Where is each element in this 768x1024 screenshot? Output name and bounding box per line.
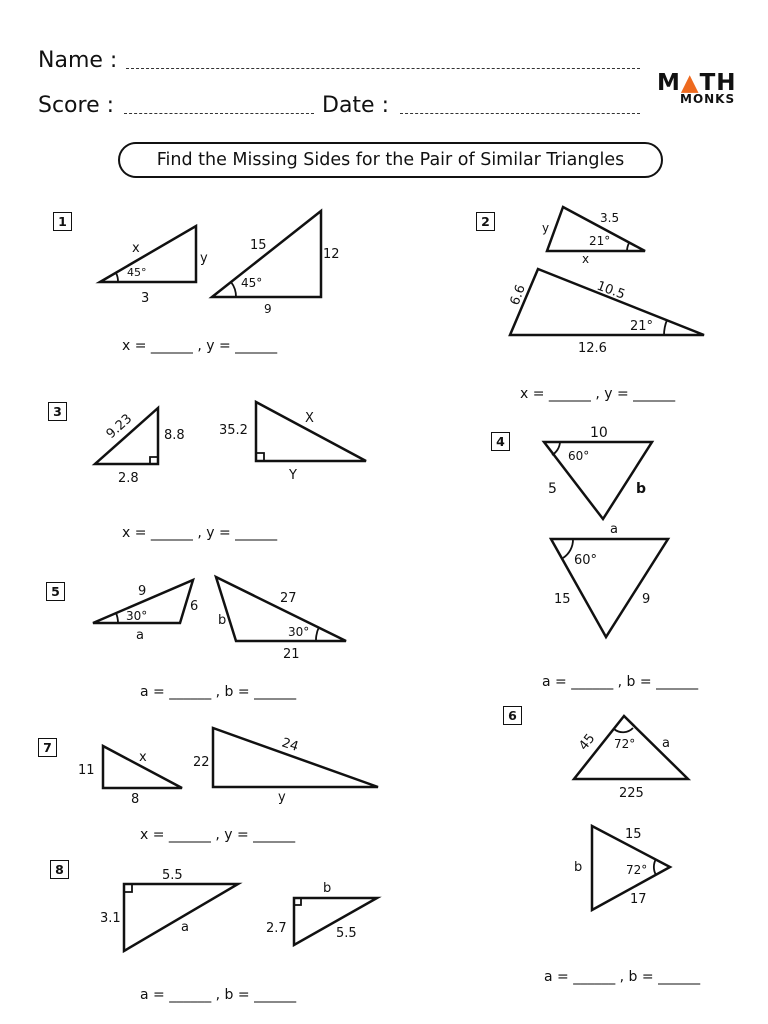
logo-letters-th: TH: [699, 70, 737, 96]
problem-number-6: 6: [503, 706, 522, 725]
p5-label-9: 9: [138, 584, 147, 599]
p2-label-angle-small: 21°: [589, 234, 611, 248]
problem-number-5: 5: [46, 582, 65, 601]
p2-large-angle-arc: [664, 320, 667, 335]
p8-label-b: b: [323, 881, 332, 896]
logo-letter-m: M: [657, 70, 681, 96]
p4-label-b: b: [636, 481, 647, 497]
p6-label-15: 15: [625, 827, 642, 842]
p5-large-angle-arc: [316, 627, 319, 641]
answer-line-1[interactable]: x = ______ , y = ______: [122, 338, 278, 354]
p8-label-5-5-side: 5.5: [336, 926, 357, 941]
p2-label-12-6: 12.6: [578, 341, 607, 356]
p8-label-5-5-top: 5.5: [162, 868, 183, 883]
problem-8-figure: [100, 868, 377, 951]
score-label: Score :: [38, 93, 115, 118]
p7-label-y: y: [278, 790, 286, 805]
p3-label-35-2: 35.2: [219, 423, 248, 438]
answer-line-3[interactable]: x = ______ , y = ______: [122, 525, 278, 541]
p2-label-x: x: [582, 252, 590, 266]
p3-label-9-23: 9.23: [103, 411, 136, 442]
p6-label-45: 45: [576, 731, 599, 754]
problem-1-figure: [100, 211, 340, 316]
p4-label-10: 10: [590, 425, 608, 441]
p1-label-9: 9: [264, 302, 272, 316]
problem-number-8: 8: [50, 860, 69, 879]
date-label: Date :: [322, 93, 389, 118]
answer-line-6[interactable]: a = ______ , b = ______: [544, 969, 701, 985]
p1-label-y: y: [200, 251, 208, 266]
p4-label-a: a: [610, 522, 618, 537]
p7-label-x: x: [139, 750, 147, 765]
p1-small-triangle: [100, 226, 196, 282]
p2-large-triangle: [507, 269, 704, 335]
p8-label-3-1: 3.1: [100, 911, 121, 926]
p5-label-27: 27: [280, 591, 297, 606]
p7-label-22: 22: [193, 755, 210, 770]
p7-label-11: 11: [78, 763, 95, 778]
problem-6-figure: [574, 716, 688, 910]
p4-label-15: 15: [554, 592, 571, 607]
p1-label-x: x: [132, 241, 140, 256]
p1-label-angle-small: 45°: [127, 266, 147, 279]
p5-label-a: a: [136, 628, 144, 643]
p3-label-x: X: [305, 411, 314, 426]
answer-line-7[interactable]: x = ______ , y = ______: [140, 827, 296, 843]
p1-label-15: 15: [250, 238, 267, 253]
p2-label-3-5: 3.5: [600, 211, 620, 225]
problem-number-4: 4: [491, 432, 510, 451]
p2-label-6-6: 6.6: [507, 282, 529, 308]
p6-label-b: b: [574, 860, 583, 875]
p1-small-angle-arc: [116, 273, 118, 282]
answer-line-2[interactable]: x = ______ , y = ______: [520, 386, 676, 402]
p2-label-y: y: [542, 221, 550, 235]
logo-triangle-icon: ▲: [680, 70, 700, 96]
p4-label-5: 5: [548, 481, 557, 497]
p6-large-angle-arc: [654, 859, 656, 875]
p5-large-triangle: [216, 577, 346, 641]
problem-number-1: 1: [53, 212, 72, 231]
p1-label-12: 12: [323, 247, 340, 262]
answer-line-4[interactable]: a = ______ , b = ______: [542, 674, 699, 690]
p7-label-24: 24: [279, 735, 301, 755]
problem-2-figure: [508, 207, 704, 356]
p8-large-triangle: [124, 884, 238, 951]
p3-label-8-8: 8.8: [164, 428, 185, 443]
p1-label-angle-large: 45°: [241, 276, 263, 290]
p7-large-triangle: [213, 728, 378, 787]
p5-label-6: 6: [190, 599, 199, 614]
p5-label-angle-large: 30°: [288, 625, 310, 639]
problem-4-figure: [544, 425, 668, 637]
p1-label-3: 3: [141, 291, 150, 306]
p8-label-2-7: 2.7: [266, 921, 287, 936]
p2-label-10-5: 10.5: [594, 278, 627, 303]
p7-label-8: 8: [131, 792, 140, 807]
p4-large-angle-arc: [563, 539, 573, 558]
p3-label-y: Y: [289, 468, 297, 483]
p6-label-angle-small: 72°: [614, 737, 636, 751]
p6-label-angle-large: 72°: [626, 863, 648, 877]
logo-monks: MONKS: [680, 92, 736, 106]
p6-label-17: 17: [630, 892, 647, 907]
p3-label-2-8: 2.8: [118, 471, 139, 486]
p4-label-9: 9: [642, 592, 651, 607]
p4-label-angle-small: 60°: [568, 449, 590, 463]
answer-line-5[interactable]: a = ______ , b = ______: [140, 684, 297, 700]
p2-label-angle-large: 21°: [630, 319, 654, 334]
problem-5-figure: [93, 577, 346, 662]
p1-large-triangle: [212, 211, 321, 297]
p8-label-a: a: [181, 920, 189, 935]
p4-label-angle-large: 60°: [574, 553, 598, 568]
problem-number-7: 7: [38, 738, 57, 757]
p5-label-angle-small: 30°: [126, 609, 148, 623]
p5-label-21: 21: [283, 647, 300, 662]
p6-label-225: 225: [619, 786, 644, 801]
problem-number-3: 3: [48, 402, 67, 421]
problem-3-figure: [95, 402, 366, 486]
problem-7-figure: [78, 728, 378, 807]
problem-number-2: 2: [476, 212, 495, 231]
p1-large-angle-arc: [231, 282, 236, 297]
worksheet-title-text: Find the Missing Sides for the Pair of Similar Triangles: [156, 150, 625, 170]
answer-line-8[interactable]: a = ______ , b = ______: [140, 987, 297, 1003]
p6-label-a: a: [662, 736, 670, 751]
name-label: Name :: [38, 48, 118, 73]
p5-small-angle-arc: [116, 613, 118, 623]
p6-small-angle-arc: [614, 728, 633, 732]
p5-label-b: b: [218, 613, 227, 628]
